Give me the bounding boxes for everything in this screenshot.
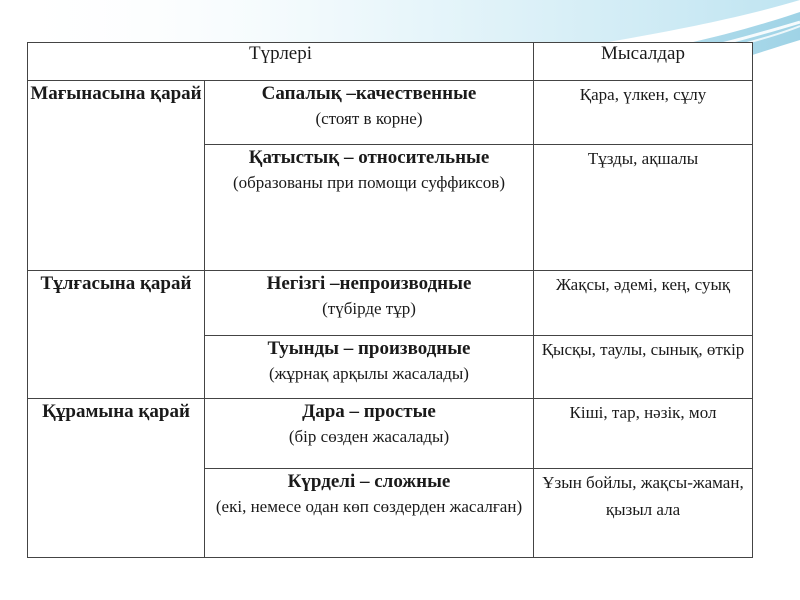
group-name: Мағынасына қарай xyxy=(28,81,205,271)
subtype-cell xyxy=(205,469,534,558)
subtype-term: Туынды – производные xyxy=(267,338,471,359)
subtype-term: Қатыстық – относительные xyxy=(248,147,490,168)
subtype-note: (стоят в корне) xyxy=(315,109,423,128)
table-row xyxy=(28,399,753,469)
examples-cell: Қара, үлкен, сұлу xyxy=(534,81,753,145)
examples-cell: Кіші, тар, нәзік, мол xyxy=(534,399,753,469)
table-row xyxy=(28,81,753,145)
header-examples: Мысалдар xyxy=(534,43,753,81)
subtype-term: Сапалық –качественные xyxy=(261,83,477,104)
subtype-note: (екі, немесе одан көп сөздерден жасалған) xyxy=(215,497,523,516)
examples-cell: Қысқы, таулы, сынық, өткір xyxy=(534,336,753,399)
group-name: Тұлғасына қарай xyxy=(28,271,205,399)
table-row xyxy=(28,271,753,336)
adjective-types-table xyxy=(27,42,753,558)
subtype-cell xyxy=(205,271,534,336)
subtype-term: Күрделі – сложные xyxy=(287,471,451,492)
header-types: Түрлері xyxy=(28,43,534,81)
subtype-note: (түбірде тұр) xyxy=(322,299,416,318)
table-header-row xyxy=(28,43,753,81)
subtype-cell xyxy=(205,81,534,145)
examples-cell: Ұзын бойлы, жақсы-жаман, қызыл ала xyxy=(534,469,753,558)
subtype-term: Дара – простые xyxy=(302,401,436,422)
subtype-cell xyxy=(205,145,534,271)
subtype-note: (бір сөзден жасалады) xyxy=(288,427,450,446)
subtype-term: Негізгі –непроизводные xyxy=(266,273,472,294)
subtype-note: (образованы при помощи суффиксов) xyxy=(233,173,505,192)
examples-cell: Жақсы, әдемі, кең, суық xyxy=(534,271,753,336)
subtype-cell xyxy=(205,336,534,399)
group-name: Құрамына қарай xyxy=(28,399,205,558)
examples-cell: Тұзды, ақшалы xyxy=(534,145,753,271)
subtype-cell xyxy=(205,399,534,469)
subtype-note: (жұрнақ арқылы жасалады) xyxy=(269,364,469,383)
